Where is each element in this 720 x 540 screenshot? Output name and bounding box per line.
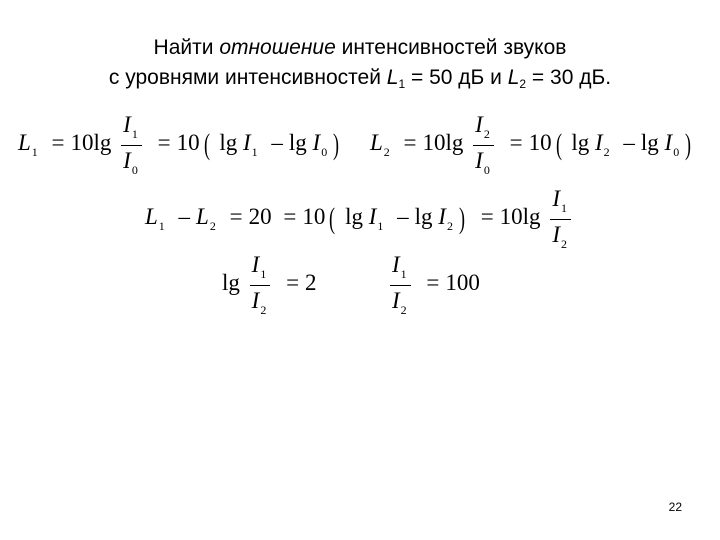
- sub-2: 2: [400, 303, 407, 317]
- sym-I: I: [475, 148, 483, 173]
- sub-1: 1: [31, 144, 38, 159]
- sym-I: I: [552, 186, 560, 211]
- frac-den: [121, 145, 142, 177]
- fraction-I1-I2: [550, 186, 571, 251]
- sym-I: I: [251, 288, 260, 313]
- right-paren: ): [333, 127, 340, 161]
- sym-L: L: [196, 203, 209, 229]
- sym-L: L: [18, 129, 31, 155]
- fraction-I2-I0: [473, 112, 494, 177]
- right-paren: ): [458, 201, 465, 235]
- lg-op: lg: [445, 129, 464, 155]
- sub-2: 2: [209, 218, 216, 233]
- slide-number: 22: [668, 500, 682, 514]
- sym-I: I: [123, 148, 131, 173]
- sym-I: I: [251, 252, 260, 277]
- frac-num: [473, 112, 494, 145]
- lg-op: lg: [522, 203, 541, 229]
- num-10: 10: [499, 203, 523, 229]
- equation-L2: [370, 112, 695, 177]
- minus-sign: –: [397, 203, 409, 229]
- lg-op: lg: [414, 203, 433, 229]
- sub-2: 2: [483, 127, 490, 141]
- left-paren: (: [203, 127, 210, 161]
- sub-0: 0: [321, 144, 328, 159]
- equation-L1: [18, 112, 343, 177]
- sym-I: I: [594, 129, 603, 155]
- sub-2: 2: [446, 218, 453, 233]
- sub-0: 0: [673, 144, 680, 159]
- sym-L: L: [370, 129, 383, 155]
- slide-subtitle: [0, 66, 720, 90]
- sub-1: 1: [131, 127, 138, 141]
- lg-op: lg: [93, 129, 112, 155]
- equals-sign: =: [283, 203, 297, 229]
- num-10: 10: [528, 129, 552, 155]
- fraction-I1-I2: [250, 252, 271, 317]
- sym-I: I: [242, 129, 251, 155]
- L-sub-2: 2: [519, 77, 527, 91]
- sub-2: 2: [260, 303, 267, 317]
- fraction-I1-I2: [390, 252, 411, 317]
- frac-num: [390, 252, 411, 285]
- num-10: 10: [302, 203, 326, 229]
- right-paren: ): [685, 127, 692, 161]
- subtitle-text-a: с уровнями интенсивностей: [108, 66, 387, 89]
- num-100: 100: [445, 269, 480, 295]
- equals-sign: =: [509, 129, 523, 155]
- frac-den: [473, 145, 494, 177]
- sub-1: 1: [377, 218, 384, 233]
- title-text-b: интенсивностей звуков: [335, 36, 567, 59]
- sub-1: 1: [251, 144, 258, 159]
- sub-1: 1: [400, 267, 407, 281]
- equals-sign: =: [403, 129, 417, 155]
- minus-sign: –: [271, 129, 283, 155]
- lg-op: lg: [219, 129, 238, 155]
- sub-0: 0: [131, 163, 138, 177]
- equals-sign: =: [286, 269, 300, 295]
- L-sym: L: [507, 66, 520, 89]
- lg-op: lg: [640, 129, 659, 155]
- num-10: 10: [176, 129, 200, 155]
- num-2: 2: [305, 269, 317, 295]
- num-20: 20: [248, 203, 272, 229]
- L-sub-1: 1: [398, 77, 406, 91]
- equals-sign: =: [51, 129, 65, 155]
- left-paren: (: [555, 127, 562, 161]
- equals-sign: =: [426, 269, 440, 295]
- sym-I: I: [664, 129, 673, 155]
- sym-I: I: [123, 112, 131, 137]
- frac-num: [250, 252, 271, 285]
- sub-2: 2: [560, 237, 567, 251]
- sub-2: 2: [383, 144, 390, 159]
- equation-ratio: [386, 252, 480, 317]
- equals-sign: =: [480, 203, 494, 229]
- sym-I: I: [438, 203, 446, 229]
- sym-I: I: [392, 252, 400, 277]
- sym-I: I: [312, 129, 321, 155]
- sym-I: I: [475, 112, 483, 137]
- sub-0: 0: [483, 163, 490, 177]
- sub-1: 1: [560, 201, 567, 215]
- equals-sign: =: [157, 129, 171, 155]
- subtitle-text-c: = 30 дБ.: [526, 66, 612, 89]
- left-paren: (: [329, 201, 336, 235]
- frac-den: [550, 219, 571, 251]
- equals-sign: =: [229, 203, 243, 229]
- num-10: 10: [70, 129, 94, 155]
- frac-den: [250, 285, 271, 317]
- title-text-a: Найти: [153, 36, 220, 59]
- minus-sign: –: [178, 203, 191, 229]
- equation-difference: [145, 186, 575, 251]
- equation-lg-ratio: [222, 252, 317, 317]
- lg-op: lg: [345, 203, 363, 229]
- fraction-I1-I0: [121, 112, 142, 177]
- sym-I: I: [552, 222, 560, 247]
- sub-2: 2: [603, 144, 610, 159]
- L-sym: L: [386, 66, 399, 89]
- sub-1: 1: [158, 218, 165, 233]
- minus-sign: –: [623, 129, 635, 155]
- title-text-italic: отношение: [219, 36, 336, 59]
- frac-den: [390, 285, 411, 317]
- subtitle-text-b: = 50 дБ и: [405, 66, 508, 89]
- lg-op: lg: [288, 129, 307, 155]
- slide-title: [0, 36, 720, 60]
- sym-I: I: [392, 288, 400, 313]
- frac-num: [550, 186, 571, 219]
- lg-op: lg: [222, 269, 240, 295]
- lg-op: lg: [571, 129, 590, 155]
- sym-L: L: [145, 203, 158, 229]
- sym-I: I: [368, 203, 377, 229]
- num-10: 10: [422, 129, 446, 155]
- frac-num: [121, 112, 142, 145]
- sub-1: 1: [260, 267, 267, 281]
